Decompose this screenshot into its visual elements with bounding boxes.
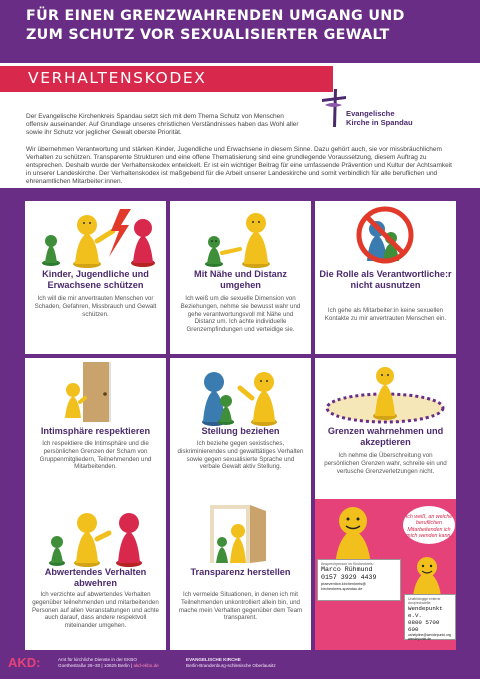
contact-label: Ansprechperson im Kirchenkreis:	[321, 562, 374, 566]
card-title: Grenzen wahrnehmen und akzeptieren	[327, 426, 444, 447]
card-devaluing	[25, 499, 166, 652]
contact-phone: 0800 5700 600	[408, 619, 440, 633]
card-distance	[170, 201, 311, 354]
door-figure-icon	[25, 358, 166, 426]
card-title: Die Rolle als Verantwortliche:r nicht ausnutzen	[319, 269, 452, 290]
intro-paragraph-1: Der Evangelische Kirchenkreis Spandau setzt sich mit dem Thema Schutz von Menschen offensiv auseinander. Auf Grundlage unseres christlichen Verständnisses haben das Wohl aller sowie ihr Schutz vor jeglicher Gewalt oberste Priorität.	[26, 113, 299, 137]
contact-name: Wendepunkt e.V.	[408, 605, 443, 619]
card-boundaries	[315, 358, 456, 511]
contact-phone: 0157 3929 4439	[321, 574, 377, 582]
boundary-ring-icon	[315, 358, 456, 426]
akd-logo: AKD:	[8, 655, 41, 670]
logo-line-2: Kirche in Spandau	[346, 118, 413, 127]
footer	[0, 650, 480, 679]
card-title: Kinder, Jugendliche und Erwachsene schützen	[42, 269, 149, 290]
figures-standing-icon	[170, 358, 311, 426]
title-band	[0, 0, 480, 63]
intro-paragraph-2: Wir übernehmen Verantwortung und stärken Kinder, Jugendliche und Erwachsene in diesem Sinne. Dazu gehört auch, sie vor missbräuchlichem Verhalten zu schützen. Transparente Strukturen und eine offene Thematisierung sind eine grundlegende Voraussetzung, diesem Auftrag zu entsprechen. Deshalb wurde der Verhaltenskodex entwickelt. Er ist ein wichtiger Beitrag für eine umfassende Prävention und Kultur der Achtsamkeit in unserer Landeskirche. Der Verhaltenskodex ist maßgebend für die Arbeit unserer Landeskirche und somit verbindlich für alle beruflichen und ehrenamtlichen Mitarbeiter:innen.	[26, 146, 452, 186]
contact-email-2: kirchenkreis-spandau.de	[321, 586, 363, 591]
contact-email-1: ushelpline@wendepunkt.org	[408, 633, 451, 637]
title-line-1: FÜR EINEN GRENZWAHRENDEN UMGANG UND	[26, 8, 405, 24]
contact-internal	[317, 559, 401, 601]
card-title: Mit Nähe und Distanz umgehen	[194, 269, 287, 290]
contact-external	[404, 594, 456, 640]
akd-line-1: Amt für kirchliche Dienste in der EKBO	[58, 657, 137, 662]
smiling-figure-small-icon	[407, 555, 447, 597]
card-contacts	[315, 499, 456, 652]
contact-email-1: praevention.kirchenkreis@	[321, 582, 367, 587]
akd-address: Goethestraße 26–30 | 10625 Berlin |	[58, 662, 133, 668]
card-title: Transparenz herstellen	[190, 567, 291, 577]
card-title: Abwertendes Verhalten abwehren	[44, 567, 147, 588]
card-text: Ich weiß um die sexuelle Dimension von Beziehungen, nehme sie bewusst wahr und gehe verantwortungsvoll mit Nähe und Distanz um. Ich achte individuelle Grenzempfindungen und verteidige sie.	[180, 295, 301, 334]
card-text: Ich will die mir anvertrauten Menschen vor Schaden, Gefahren, Missbrauch und Gewalt schützen.	[34, 295, 157, 318]
figures-protecting-icon	[25, 201, 166, 269]
contact-name: Marco Rühmund	[321, 566, 373, 574]
card-title: Intimsphäre respektieren	[40, 426, 151, 436]
akd-line-2	[58, 663, 159, 669]
card-intimacy	[25, 358, 166, 511]
ekbo-logo	[186, 657, 276, 668]
akd-info	[58, 657, 159, 668]
card-role	[315, 201, 456, 354]
title-line-2: ZUM SCHUTZ VOR SEXUALISIERTER GEWALT	[26, 27, 390, 43]
card-text: Ich beziehe gegen sexistisches, diskriminierendes und gewalttätiges Verhalten sowie gegen sexualisierte Sprache und verbale Gewalt aktiv Stellung.	[177, 440, 304, 471]
akd-website-link[interactable]: akd-ekbo.de	[133, 662, 159, 668]
ekbo-line-2: Berlin-Brandenburg-schlesische Oberlausitz	[186, 662, 276, 668]
card-text: Ich verzichte auf abwertendes Verhalten gegenüber teilnehmenden und mitarbeitenden Personen auf allen Veranstaltungen und achte auch darauf, dass andere respektvoll miteinander umgehen.	[32, 591, 159, 630]
contact-label: Unabhängige externe Ansprechstelle:	[408, 597, 441, 605]
logo-line-1: Evangelische	[346, 109, 395, 118]
church-logo	[320, 87, 440, 133]
figures-defending-icon	[25, 499, 166, 567]
contact-email-2: wendepunkt.de	[408, 637, 431, 641]
card-protect	[25, 201, 166, 354]
card-text: Ich gehe als Mitarbeiter:in keine sexuellen Kontakte zu mir anvertrauten Menschen ein.	[324, 307, 447, 322]
subtitle-bar: VERHALTENSKODEX	[0, 66, 333, 92]
card-text: Ich vermeide Situationen, in denen ich mit Teilnehmenden unkontrolliert allein bin, und mache mein Verhalten gegenüber dem Team transparent.	[178, 591, 303, 622]
speech-bubble: Ich weiß, an welche beruflichen Mitarbeitenden ich mich wenden kann.	[403, 506, 455, 544]
card-text: Ich nehme die Überschreitung von persönlichen Grenzen wahr, schreite ein und vertusche Grenzverletzungen nicht.	[324, 452, 447, 475]
card-text: Ich respektiere die Intimsphäre und die persönlichen Grenzen der Scham von Gruppenmitgliedern, Teilnehmenden und Mitarbeitenden.	[39, 440, 152, 471]
card-title: Stellung beziehen	[201, 426, 280, 436]
prohibition-sign-icon	[315, 201, 456, 269]
ekbo-line-1: EVANGELISCHE KIRCHE	[186, 657, 241, 662]
card-grid	[0, 188, 480, 679]
open-door-icon	[170, 499, 311, 567]
figures-distance-icon	[170, 201, 311, 269]
card-transparency	[170, 499, 311, 652]
card-position	[170, 358, 311, 511]
